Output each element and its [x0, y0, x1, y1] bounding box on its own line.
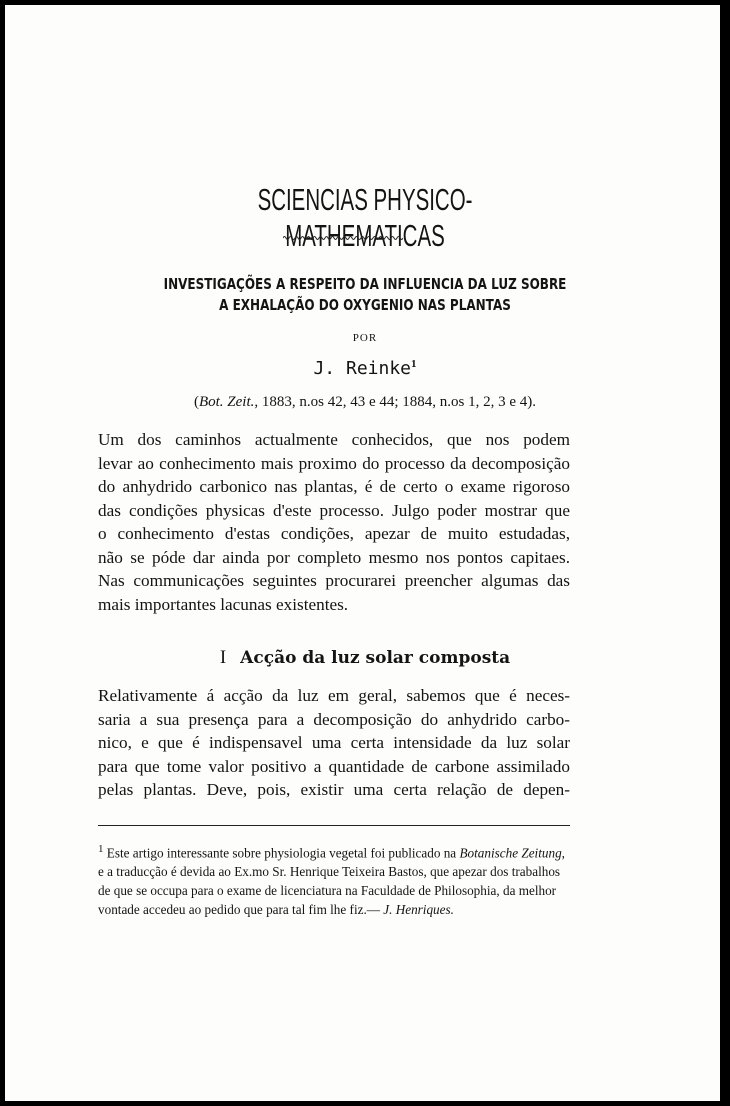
- citation: [100, 394, 630, 411]
- paragraph-line: saria a sua presença para a decomposição do anhydrido carbo-: [98, 709, 570, 729]
- paragraph-line: Nas communicações seguintes procurarei preencher algumas das: [98, 571, 570, 590]
- citation-open: (: [193, 394, 199, 410]
- paragraph-line: Um dos caminhos actualmente conhecidos, que nos podem: [98, 430, 570, 449]
- footnote-marker: 1: [98, 843, 104, 855]
- citation-details: , 1883, n.os 42, 43 e 44; 1884, n.os 1, 2, 3 e 4).: [254, 394, 537, 410]
- section-heading-text: Acção da luz solar composta: [240, 648, 511, 668]
- section-title: SCIENCIAS PHYSICO-MATHEMATICAS: [257, 182, 473, 253]
- paragraph-line: levar ao conhecimento mais proximo do processo da decomposição: [98, 453, 570, 473]
- paragraph-line: não se póde dar ainda por completo mesmo nos pontos capitaes.: [98, 547, 570, 567]
- author-name: J. Reinke: [313, 358, 412, 379]
- footnote-divider: [98, 825, 570, 826]
- footnote: [98, 840, 570, 919]
- footnote-text-2: e a traducção é devida ao Ex.mo Sr. Henrique Teixeira Bastos, que apezar dos trabalhos de que se occupa para o exame de licenciatura na Faculdade de Philosophia, da melhor vontade accedeu ao pedido que para tal fim lhe fiz.—: [98, 864, 561, 918]
- paragraph-line: pelas plantas. Deve, pois, existir uma certa relação de depen-: [98, 780, 570, 799]
- footnote-text-1: Este artigo interessante sobre physiologia vegetal foi publicado na: [103, 845, 460, 861]
- article-title-line-1: INVESTIGAÇÕES A RESPEITO DA INFLUENCIA DA LUZ SOBRE: [163, 275, 567, 293]
- paragraph-line: o conhecimento d'estas condições, apezar de muito estudadas,: [98, 524, 570, 543]
- footnote-reference[interactable]: 1: [411, 358, 417, 370]
- paragraph-line: do anhydrido carbonico nas plantas, é de certo o exame rigoroso: [98, 477, 570, 496]
- author: [100, 358, 630, 379]
- paragraph-line: nico, e que é indispensavel uma certa intensidade da luz solar: [98, 733, 570, 752]
- section-number: I: [219, 647, 227, 668]
- paragraph-line: das condições physicas d'este processo. Julgo poder mostrar que: [98, 500, 570, 520]
- byline-por: POR: [352, 332, 378, 344]
- article-title-line-2: A EXHALAÇÃO DO OXYGENIO NAS PLANTAS: [219, 296, 511, 314]
- citation-journal: Bot. Zeit.: [198, 394, 255, 410]
- paragraph-line: para que tome valor positivo a quantidade de carbone assimilado: [98, 756, 570, 776]
- paragraph-intro: [98, 428, 570, 616]
- decorative-wave-divider: [283, 234, 403, 242]
- footnote-journal: Botanische Zeitung,: [459, 845, 565, 861]
- paragraph-section-1: [98, 684, 570, 802]
- paragraph-line: Relativamente á acção da luz em geral, sabemos que é neces-: [98, 686, 570, 705]
- paragraph-line: mais importantes lacunas existentes.: [98, 594, 349, 614]
- section-heading: [100, 647, 630, 669]
- footnote-signature: J. Henriques.: [383, 902, 454, 918]
